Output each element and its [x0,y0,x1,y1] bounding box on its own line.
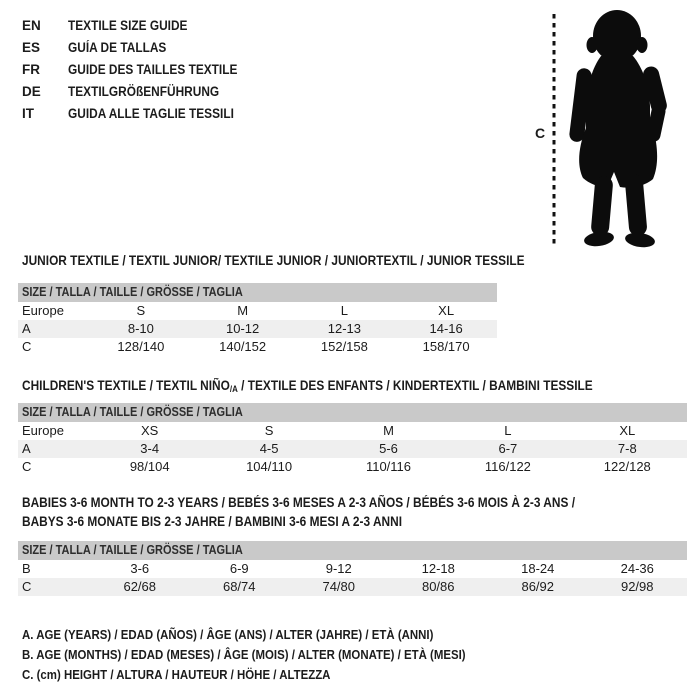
babies-title-line1: BABIES 3-6 MONTH TO 2-3 YEARS / BEBÉS 3-6 MESES A 2-3 AÑOS / BÉBÉS 3-6 MOIS À 2-3 ANS / [22,495,575,510]
language-label: TEXTILE SIZE GUIDE [68,18,188,33]
babies-size-table [18,541,687,596]
table-cell: 140/152 [219,339,267,354]
table-cell: 152/158 [320,339,368,354]
legend-text: A. AGE (YEARS) / EDAD (AÑOS) / ÂGE (ANS) / ALTER (JAHRE) / ETÀ (ANNI) [22,627,434,642]
language-label: GUIDE DES TAILLES TEXTILE [68,62,238,77]
toddler-silhouette-icon [538,6,678,248]
table-cell: 110/116 [365,459,412,474]
table-cell: S [264,423,274,438]
table-cell: 122/128 [603,459,651,474]
table-row [18,458,687,476]
table-row [18,440,687,458]
junior-section-title [22,251,593,270]
size-header-bar [18,283,497,302]
table-cell: M [383,423,394,438]
table-cell: XL [619,423,636,438]
legend-line-c [22,665,526,685]
table-cell: XS [141,423,159,438]
table-cell: 14-16 [429,321,463,336]
table-cell: L [340,303,348,318]
row-label: A [22,321,31,336]
measure-c-label: C [535,125,546,141]
title-sub: /A [229,384,238,394]
table-row [18,578,687,596]
row-label: Europe [22,303,64,318]
row-label: C [22,579,32,594]
title-post: / TEXTILE DES ENFANTS / KINDERTEXTIL / BAMBINI TESSILE [237,378,593,393]
legend-line-a [22,625,526,645]
language-list [22,15,261,125]
table-cell: 8-10 [127,321,154,336]
row-label: A [22,441,31,456]
legend-line-b [22,645,526,665]
language-label: TEXTILGRÖßENFÜHRUNG [68,84,220,99]
babies-section-title [22,493,650,531]
table-cell: 9-12 [325,561,352,576]
table-cell: 3-6 [130,561,150,576]
table-cell: 6-9 [229,561,249,576]
size-header-bar [18,403,687,422]
table-cell: 62/68 [123,579,157,594]
table-row [18,320,497,338]
language-code: DE [22,84,41,99]
table-cell: M [237,303,249,318]
language-row-es [22,37,261,59]
language-code: FR [22,62,40,77]
table-cell: S [136,303,146,318]
table-cell: 74/80 [322,579,356,594]
table-cell: 7-8 [617,441,637,456]
table-row [18,422,687,440]
table-cell: 104/110 [246,459,293,474]
table-cell: 128/140 [117,339,165,354]
table-cell: 158/170 [422,339,470,354]
table-cell: 86/92 [521,579,555,594]
table-row [18,302,497,320]
language-row-de [22,81,261,103]
row-label: Europe [22,423,64,438]
junior-size-table [18,283,497,356]
table-cell: XL [438,303,455,318]
language-row-it [22,103,261,125]
row-label: C [22,339,32,354]
table-cell: 10-12 [226,321,260,336]
size-header-text: SIZE / TALLA / TAILLE / GRÖSSE / TAGLIA [22,285,243,299]
table-cell: 24-36 [620,561,654,576]
size-header-bar [18,541,687,560]
table-cell: 92/98 [620,579,654,594]
language-code: EN [22,18,41,33]
legend-text: B. AGE (MONTHS) / EDAD (MESES) / ÂGE (MOIS) / ALTER (MONATE) / ETÀ (MESI) [22,647,466,662]
table-cell: 116/122 [484,459,531,474]
size-header-text: SIZE / TALLA / TAILLE / GRÖSSE / TAGLIA [22,405,243,419]
children-size-table [18,403,687,476]
row-label: C [22,459,32,474]
table-cell: 5-6 [379,441,398,456]
children-section-title-text [22,376,593,399]
table-row [18,338,497,356]
language-row-fr [22,59,261,81]
table-cell: 4-5 [259,441,279,456]
language-label: GUÍA DE TALLAS [68,40,167,55]
children-section-title [22,376,671,399]
table-cell: 6-7 [498,441,518,456]
language-row-en [22,15,261,37]
size-header-text: SIZE / TALLA / TAILLE / GRÖSSE / TAGLIA [22,543,243,557]
junior-section-title-text: JUNIOR TEXTILE / TEXTIL JUNIOR/ TEXTILE JUNIOR / JUNIORTEXTIL / JUNIOR TESSILE [22,253,525,268]
language-label: GUIDA ALLE TAGLIE TESSILI [68,106,234,121]
title-pre: CHILDREN'S TEXTILE / TEXTIL NIÑO [22,378,230,393]
table-cell: L [504,423,512,438]
table-cell: 98/104 [129,459,170,474]
table-cell: 12-13 [327,321,361,336]
table-cell: 80/86 [421,579,455,594]
table-cell: 68/74 [222,579,256,594]
language-code: IT [22,106,34,121]
table-cell: 3-4 [140,441,160,456]
table-cell: 18-24 [521,561,555,576]
table-cell: 12-18 [421,561,455,576]
babies-title-line2: BABYS 3-6 MONATE BIS 2-3 JAHRE / BAMBINI 3-6 MESI A 2-3 ANNI [22,514,403,529]
language-code: ES [22,40,41,55]
legend-text: C. (cm) HEIGHT / ALTURA / HAUTEUR / HÖHE / ALTEZZA [22,667,331,682]
table-row [18,560,687,578]
row-label: B [22,561,31,576]
measurement-legend [22,625,526,685]
